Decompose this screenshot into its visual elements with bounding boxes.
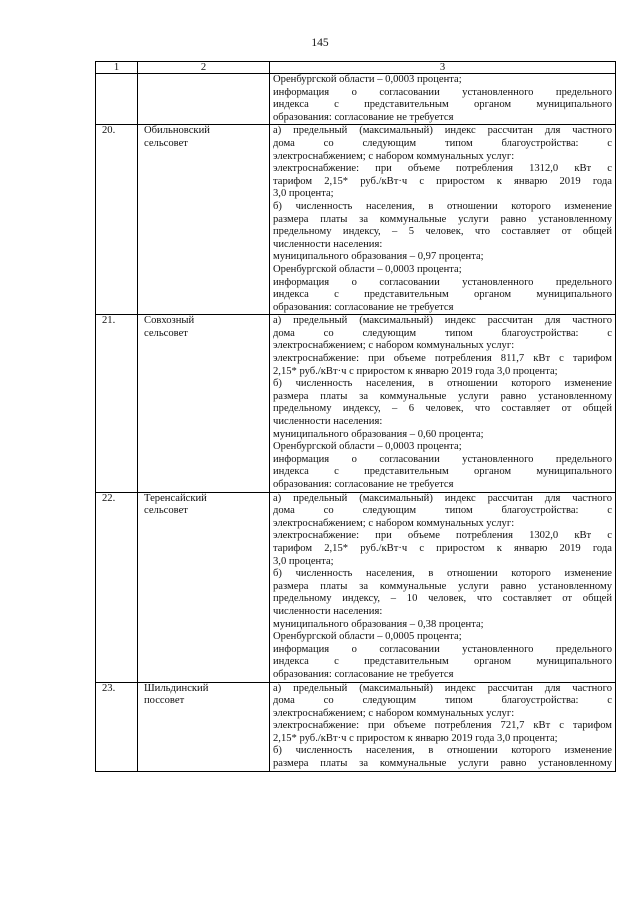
municipality-name-line: Совхозный (144, 315, 195, 327)
header-col-3: 3 (270, 62, 616, 74)
text-line: дома со следующим типом благоустройства: с (273, 505, 612, 517)
header-col-1: 1 (96, 62, 138, 74)
description-cell (270, 125, 616, 315)
text-line: Оренбургской области – 0,0003 процента; (273, 74, 462, 85)
table-row (96, 315, 616, 492)
municipality-name-line: Обильновский (144, 125, 210, 137)
text-line: а) предельный (максимальный) индекс рассчитан для частного (273, 682, 612, 694)
text-line: б) численность населения, в отношении которого изменение (273, 745, 612, 757)
text-line: дома со следующим типом благоустройства: с (273, 695, 612, 707)
municipality-cell (138, 315, 270, 492)
text-line: электроснабжением; с набором коммунальных услуг: (273, 707, 515, 719)
text-line: электроснабжением; с набором коммунальных услуг: (273, 340, 515, 352)
row-number: 23. (102, 682, 116, 694)
municipality-name-line: сельсовет (144, 137, 188, 149)
page-number: 145 (311, 37, 329, 49)
text-line: образования: согласование не требуется (273, 111, 454, 123)
municipality-cell (138, 125, 270, 315)
row-number-cell (96, 315, 138, 492)
row-number-cell (96, 74, 138, 125)
text-line: муниципального образования – 0,38 процента; (273, 618, 484, 630)
row-number: 20. (102, 125, 116, 137)
text-line: б) численность населения, в отношении которого изменение (273, 200, 612, 212)
text-line: электроснабжение: при объеме потребления 721,7 кВт с тарифом (273, 720, 612, 732)
text-line: Оренбургской области – 0,0003 процента; (273, 441, 462, 453)
text-line: а) предельный (максимальный) индекс рассчитан для частного (273, 315, 612, 327)
text-line: размера платы за коммунальные услуги равно установленному (273, 390, 612, 402)
row-number-cell (96, 125, 138, 315)
text-line: индекса с представительным органом муниципального (273, 99, 612, 111)
text-line: тарифом 2,15* руб./кВт·ч с приростом к январю 2019 года (273, 175, 612, 187)
row-number-cell (96, 682, 138, 771)
text-line: численности населения: (273, 416, 383, 428)
municipality-name-line: Шильдинский (144, 682, 209, 694)
continuation-row (96, 74, 616, 125)
text-line: индекса с представительным органом муниципального (273, 466, 612, 478)
row-number-cell (96, 492, 138, 682)
text-line: предельному индексу, – 6 человек, что составляет от общей (273, 403, 612, 415)
text-line: индекса с представительным органом муниципального (273, 289, 612, 301)
header-col-2: 2 (138, 62, 270, 74)
text-line: Оренбургской области – 0,0003 процента; (273, 263, 462, 275)
text-line: а) предельный (максимальный) индекс рассчитан для частного (273, 125, 612, 137)
text-line: информация о согласовании установленного предельного (273, 453, 612, 465)
description-cell (270, 492, 616, 682)
description-cell (270, 74, 616, 125)
text-line: а) предельный (максимальный) индекс рассчитан для частного (273, 492, 612, 504)
text-line: электроснабжением; с набором коммунальных услуг: (273, 150, 515, 162)
text-line: электроснабжением; с набором коммунальных услуг: (273, 517, 515, 529)
table-row (96, 125, 616, 315)
table-row (96, 492, 616, 682)
text-line: дома со следующим типом благоустройства: с (273, 327, 612, 339)
text-line: б) численность населения, в отношении которого изменение (273, 568, 612, 580)
text-line: численности населения: (273, 238, 383, 250)
text-line: электроснабжение: при объеме потребления 1312,0 кВт с (273, 163, 612, 175)
text-line: образования: согласование не требуется (273, 301, 454, 313)
municipality-cell (138, 492, 270, 682)
text-line: размера платы за коммунальные услуги равно установленному (273, 213, 612, 225)
text-line: муниципального образования – 0,97 процента; (273, 251, 484, 263)
description-cell (270, 682, 616, 771)
text-line: предельному индексу, – 5 человек, что составляет от общей (273, 226, 612, 238)
text-line: 3,0 процента; (273, 555, 334, 567)
text-line: муниципального образования – 0,60 процента; (273, 428, 484, 440)
table-row (96, 682, 616, 771)
regional-index-table (95, 61, 616, 772)
municipality-name-line: сельсовет (144, 505, 188, 517)
text-line: индекса с представительным органом муниципального (273, 656, 612, 668)
municipality-cell (138, 682, 270, 771)
text-line: Оренбургской области – 0,0005 процента; (273, 631, 462, 643)
text-line: информация о согласовании установленного предельного (273, 276, 612, 288)
text-line: тарифом 2,15* руб./кВт·ч с приростом к январю 2019 года (273, 542, 612, 554)
municipality-name-line: сельсовет (144, 327, 188, 339)
text-line: информация о согласовании установленного предельного (273, 86, 612, 98)
text-line: электроснабжение: при объеме потребления 811,7 кВт с тарифом (273, 353, 612, 365)
table-header-row (96, 62, 616, 74)
text-line: б) численность населения, в отношении которого изменение (273, 378, 612, 390)
text-line: 2,15* руб./кВт·ч с приростом к январю 2019 года 3,0 процента; (273, 732, 558, 744)
table-body (96, 62, 616, 772)
text-line: численности населения: (273, 605, 383, 617)
text-line: информация о согласовании установленного предельного (273, 643, 612, 655)
row-number: 22. (102, 492, 116, 504)
text-line: размера платы за коммунальные услуги равно установленному (273, 580, 612, 592)
text-line: 2,15* руб./кВт·ч с приростом к январю 2019 года 3,0 процента; (273, 365, 558, 377)
text-line: образования: согласование не требуется (273, 668, 454, 680)
row-number: 21. (102, 315, 116, 327)
text-line: электроснабжение: при объеме потребления 1302,0 кВт с (273, 530, 612, 542)
text-line: образования: согласование не требуется (273, 479, 454, 490)
description-cell (270, 315, 616, 492)
municipality-name-line: поссовет (144, 695, 185, 707)
text-line: размера платы за коммунальные услуги равно установленному (273, 758, 612, 770)
municipality-cell (138, 74, 270, 125)
municipality-name-line: Теренсайский (144, 492, 207, 504)
text-line: 3,0 процента; (273, 188, 334, 200)
text-line: дома со следующим типом благоустройства: с (273, 137, 612, 149)
text-line: предельному индексу, – 10 человек, что составляет от общей (273, 593, 612, 605)
